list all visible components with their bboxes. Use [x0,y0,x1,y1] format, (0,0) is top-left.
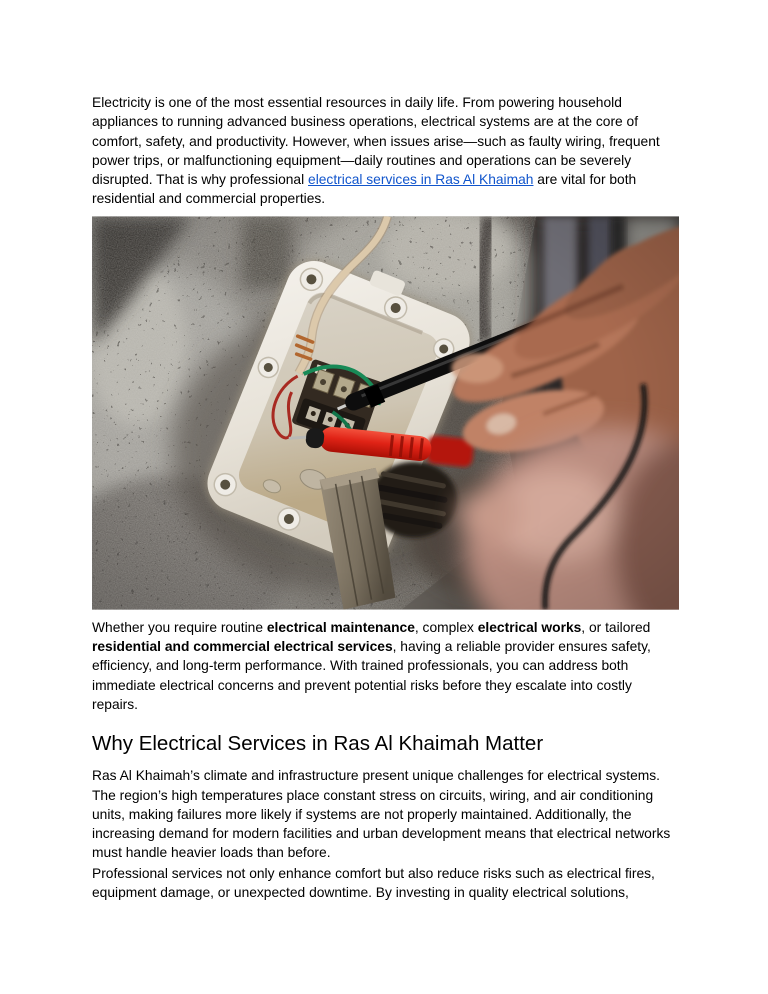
climate-paragraph: Ras Al Khaimah’s climate and infrastructure present unique challenges for electrical systems. The region’s high temperatures place constant stress on circuits, wiring, and air conditioning units, making failures more likely if systems are not properly maintained. Additionally, the increasing demand for modern facilities and urban development means that electrical networks must handle heavier loads than before. [92,768,671,861]
section-heading: Why Electrical Services in Ras Al Khaimah Matter [92,732,544,756]
intro-text-after-link: are vital for both residential and commercial properties. [92,172,637,207]
intro-text-before-link: Electricity is one of the most essential resources in daily life. From powering household appliances to running advanced business operations, electrical systems are at the core of comfort, safety, and productivity. However, when issues arise—such as faulty wiring, frequent power trips, or malfunctioning equipment—daily routines and operations can be severely disrupted. That is why professional [92,95,660,188]
benefits-paragraph: Professional services not only enhance comfort but also reduce risks such as electrical fires, equipment damage, or unexpected downtime. By investing in quality electrical solutions, [92,865,655,901]
electrician-photo [92,216,679,610]
intro-paragraph [92,93,679,209]
services-paragraph: Whether you require routine electrical maintenance, complex electrical works, or tailored residential and commercial electrical services, having a reliable provider ensures safety, efficiency, and long-term performance. With trained professionals, you can address both immediate electrical concerns and prevent potential risks before they escalate into costly repairs. [92,619,651,712]
electrical-services-link[interactable]: electrical services in Ras Al Khaimah [308,172,534,188]
